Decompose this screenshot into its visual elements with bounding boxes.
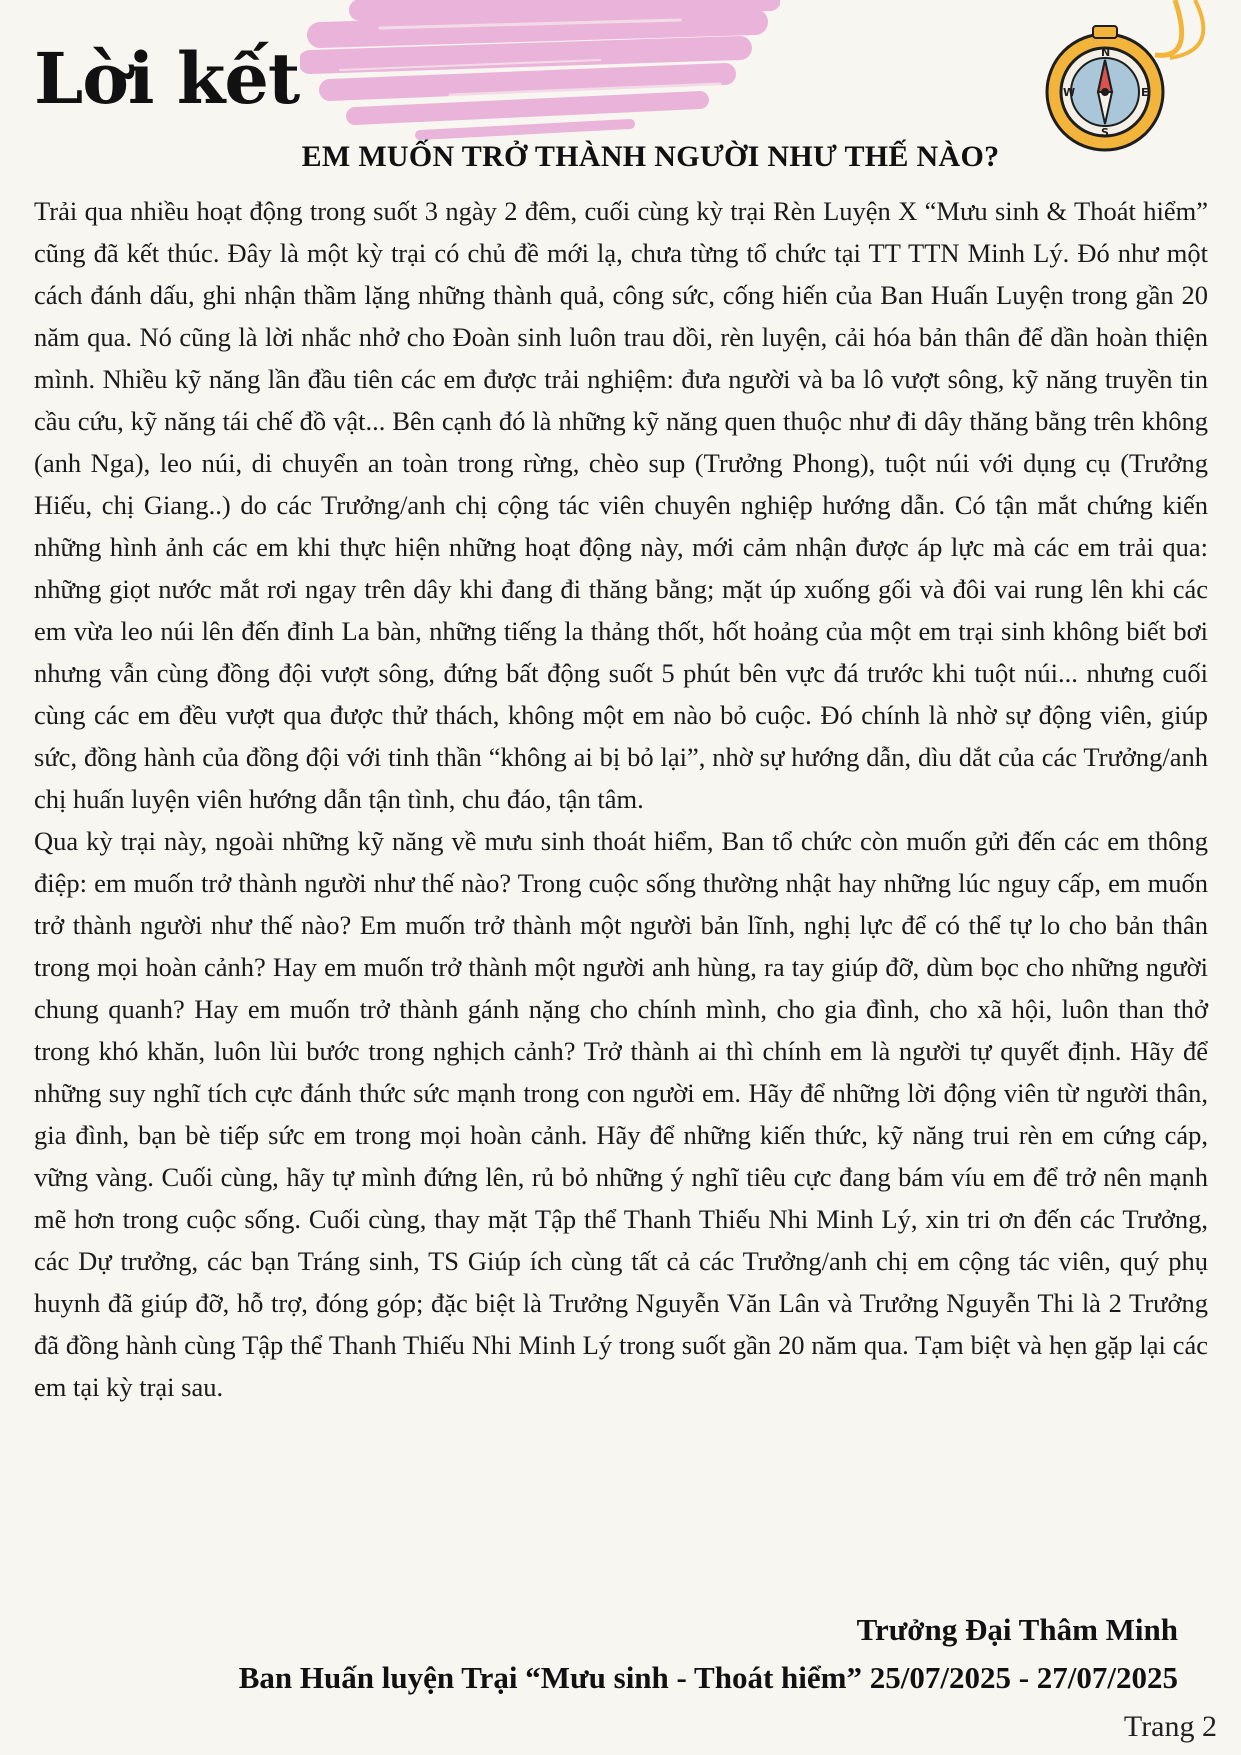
svg-text:N: N (1101, 46, 1111, 59)
camp-info-line: Ban Huấn luyện Trại “Mưu sinh - Thoát hiểm” 25/07/2025 - 27/07/2025 (238, 1660, 1178, 1695)
section-subtitle: EM MUỐN TRỞ THÀNH NGƯỜI NHƯ THẾ NÀO? (301, 140, 1000, 173)
svg-text:E: E (1141, 86, 1149, 99)
pink-brush-decoration (300, 0, 780, 150)
signature: Trưởng Đại Thâm Minh (856, 1612, 1178, 1647)
page-title: Lời kết (34, 37, 300, 120)
paragraph-1: Trải qua nhiều hoạt động trong suốt 3 ngày 2 đêm, cuối cùng kỳ trại Rèn Luyện X “Mưu sinh & Thoát hiểm” cũng đã kết thúc. Đây là một kỳ trại có chủ đề mới lạ, chưa từng tổ chức tại TT TTN Minh Lý. Đó như một cách đánh dấu, ghi nhận thầm lặng những thành quả, công sức, cống hiến của Ban Huấn Luyện trong gần 20 năm qua. Nó cũng là lời nhắc nhở cho Đoàn sinh luôn trau dồi, rèn luyện, cải hóa bản thân để dần hoàn thiện mình. Nhiều kỹ năng lần đầu tiên các em được trải nghiệm: đưa người và ba lô vượt sông, kỹ năng truyền tin cầu cứu, kỹ năng tái chế đồ vật... Bên cạnh đó là những kỹ năng quen thuộc như đi dây thăng bằng trên không (anh Nga), leo núi, di chuyển an toàn trong rừng, chèo sup (Trưởng Phong), tuột núi với dụng cụ (Trưởng Hiếu, chị Giang..) do các Trưởng/anh chị cộng tác viên chuyên nghiệp hướng dẫn. Có tận mắt chứng kiến những hình ảnh các em khi thực hiện những hoạt động này, mới cảm nhận được áp lực mà các em trải qua: những giọt nước mắt rơi ngay trên dây khi đang đi thăng bằng; mặt úp xuống gối và đôi vai rung lên khi các em vừa leo núi lên đến đỉnh La bàn, những tiếng la thảng thốt, hốt hoảng của một em trại sinh không biết bơi nhưng vẫn cùng đồng đội vượt sông, đứng bất động suốt 5 phút bên vực đá trước khi tuột núi... nhưng cuối cùng các em đều vượt qua được thử thách, không một em nào bỏ cuộc. Đó chính là nhờ sự động viên, giúp sức, đồng hành của đồng đội với tinh thần “không ai bị bỏ lại”, nhờ sự hướng dẫn, dìu dắt của các Trưởng/anh chị huấn luyện viên hướng dẫn tận tình, chu đáo, tận tâm. (34, 196, 1208, 814)
svg-text:W: W (1063, 86, 1076, 99)
paragraph-2: Qua kỳ trại này, ngoài những kỹ năng về mưu sinh thoát hiểm, Ban tổ chức còn muốn gửi đến các em thông điệp: em muốn trở thành người như thế nào? Trong cuộc sống thường nhật hay những lúc nguy cấp, em muốn trở thành người như thế nào? Em muốn trở thành một người bản lĩnh, nghị lực để có thể tự lo cho bản thân trong mọi hoàn cảnh? Hay em muốn trở thành một người anh hùng, ra tay giúp đỡ, dùm bọc cho những người chung quanh? Hay em muốn trở thành gánh nặng cho chính mình, cho gia đình, cho xã hội, luôn than thở trong khó khăn, luôn lùi bước trong nghịch cảnh? Trở thành ai thì chính em là người tự quyết định. Hãy để những suy nghĩ tích cực đánh thức sức mạnh trong con người em. Hãy để những lời động viên từ người thân, gia đình, bạn bè tiếp sức em trong mọi hoàn cảnh. Hãy để những kiến thức, kỹ năng trui rèn em cứng cáp, vững vàng. Cuối cùng, hãy tự mình đứng lên, rủ bỏ những ý nghĩ tiêu cực đang bám víu em để trở nên mạnh mẽ hơn trong cuộc sống. Cuối cùng, thay mặt Tập thể Thanh Thiếu Nhi Minh Lý, xin tri ơn đến các Trưởng, các Dự trưởng, các bạn Tráng sinh, TS Giúp ích cùng tất cả các Trưởng/anh chị em cộng tác viên, quý phụ huynh đã giúp đỡ, hỗ trợ, đóng góp; đặc biệt là Trưởng Nguyễn Văn Lân và Trưởng Nguyễn Thi là 2 Trưởng đã đồng hành cùng Tập thể Thanh Thiếu Nhi Minh Lý trong suốt gần 20 năm qua. Tạm biệt và hẹn gặp lại các em tại kỳ trại sau. (34, 826, 1208, 1402)
svg-text:S: S (1101, 126, 1109, 139)
page-number: Trang 2 (1123, 1710, 1217, 1743)
compass-icon (1045, 0, 1235, 160)
body-text (34, 190, 1208, 1408)
